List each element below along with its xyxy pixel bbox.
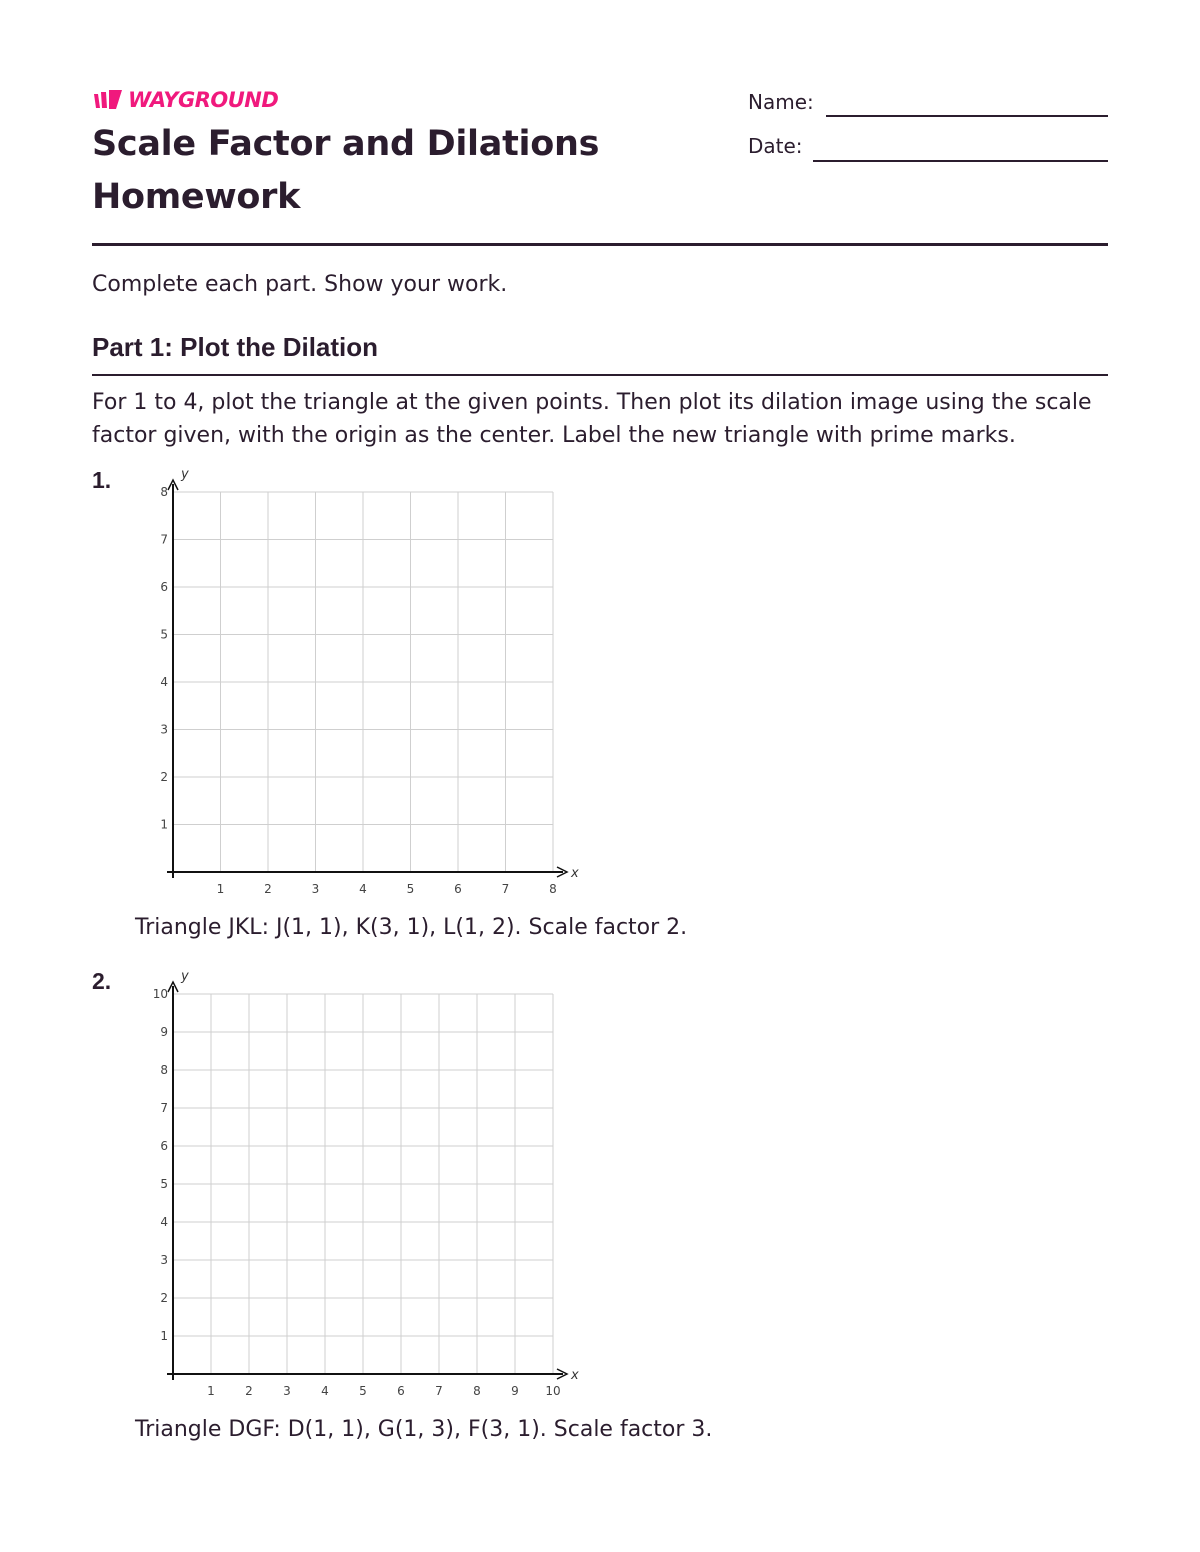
- x-tick-label: 7: [435, 1384, 443, 1398]
- y-tick-label: 8: [160, 485, 168, 499]
- x-tick-label: 5: [406, 882, 415, 896]
- y-tick-label: 1: [160, 817, 168, 832]
- x-tick-label: 8: [473, 1384, 481, 1398]
- x-tick-label: 2: [245, 1384, 253, 1398]
- y-tick-label: 4: [160, 1215, 168, 1229]
- y-tick-label: 5: [160, 627, 168, 642]
- y-axis-label: y: [181, 467, 189, 482]
- x-axis-label: x: [571, 866, 579, 881]
- y-tick-label: 2: [160, 770, 168, 784]
- y-tick-label: 10: [152, 987, 168, 1001]
- grid-lines: [173, 994, 553, 1374]
- x-tick-label: 3: [283, 1384, 291, 1398]
- header-divider: [92, 243, 1108, 246]
- part-1-directions: For 1 to 4, plot the triangle at the given points. Then plot its dilation image using the scale factor given, with the origin as the center. Label the new triangle with prime marks.: [92, 390, 1092, 448]
- x-tick-label: 5: [359, 1384, 367, 1398]
- x-tick-label: 6: [397, 1384, 405, 1398]
- x-tick-label: 9: [511, 1384, 519, 1398]
- wayground-logo-icon: [92, 88, 126, 112]
- worksheet-title: Scale Factor and Dilations Homework: [92, 124, 600, 217]
- x-axis-label: x: [571, 1368, 579, 1383]
- y-tick-label: 3: [160, 1253, 168, 1267]
- grid-lines: [173, 492, 553, 872]
- question-number: 1.: [92, 467, 112, 493]
- x-tick-label: 3: [311, 882, 320, 896]
- y-tick-label: 5: [160, 1177, 168, 1191]
- date-label: Date:: [748, 134, 803, 158]
- y-tick-label: 9: [160, 1025, 168, 1039]
- x-tick-label: 6: [454, 882, 462, 896]
- instructions: Complete each part. Show your work.: [92, 272, 508, 297]
- x-tick-label: 2: [264, 882, 272, 896]
- date-field[interactable]: [813, 160, 1108, 162]
- y-tick-label: 4: [160, 675, 168, 689]
- part-1-heading: Part 1: Plot the Dilation: [92, 332, 379, 362]
- y-tick-label: 6: [160, 580, 168, 594]
- question-caption: Triangle DGF: D(1, 1), G(1, 3), F(3, 1). Scale factor 3.: [135, 1417, 713, 1442]
- x-tick-label: 1: [207, 1384, 215, 1398]
- question-caption: Triangle JKL: J(1, 1), K(3, 1), L(1, 2). Scale factor 2.: [135, 915, 688, 940]
- y-tick-label: 2: [160, 1291, 168, 1305]
- x-tick-label: 1: [216, 882, 225, 896]
- x-tick-label: 4: [359, 882, 367, 896]
- coordinate-grid-1[interactable]: [140, 465, 600, 895]
- x-tick-label: 7: [501, 882, 510, 896]
- wayground-logo: [92, 86, 278, 114]
- logo-wordmark: WAYGROUND: [128, 88, 279, 112]
- y-tick-label: 7: [160, 1101, 168, 1115]
- y-tick-label: 1: [160, 1329, 168, 1343]
- name-field[interactable]: [826, 115, 1108, 117]
- part-1-divider: [92, 374, 1108, 376]
- y-tick-label: 7: [160, 532, 168, 547]
- coordinate-grid-2[interactable]: [140, 967, 600, 1397]
- y-tick-label: 6: [160, 1139, 168, 1153]
- x-tick-label: 4: [321, 1384, 329, 1398]
- x-tick-label: 10: [545, 1384, 561, 1398]
- y-tick-label: 3: [160, 722, 168, 737]
- x-tick-label: 8: [549, 882, 557, 896]
- y-axis-label: y: [181, 969, 189, 984]
- y-tick-label: 8: [160, 1063, 168, 1077]
- name-label: Name:: [748, 90, 814, 114]
- question-number: 2.: [92, 968, 112, 994]
